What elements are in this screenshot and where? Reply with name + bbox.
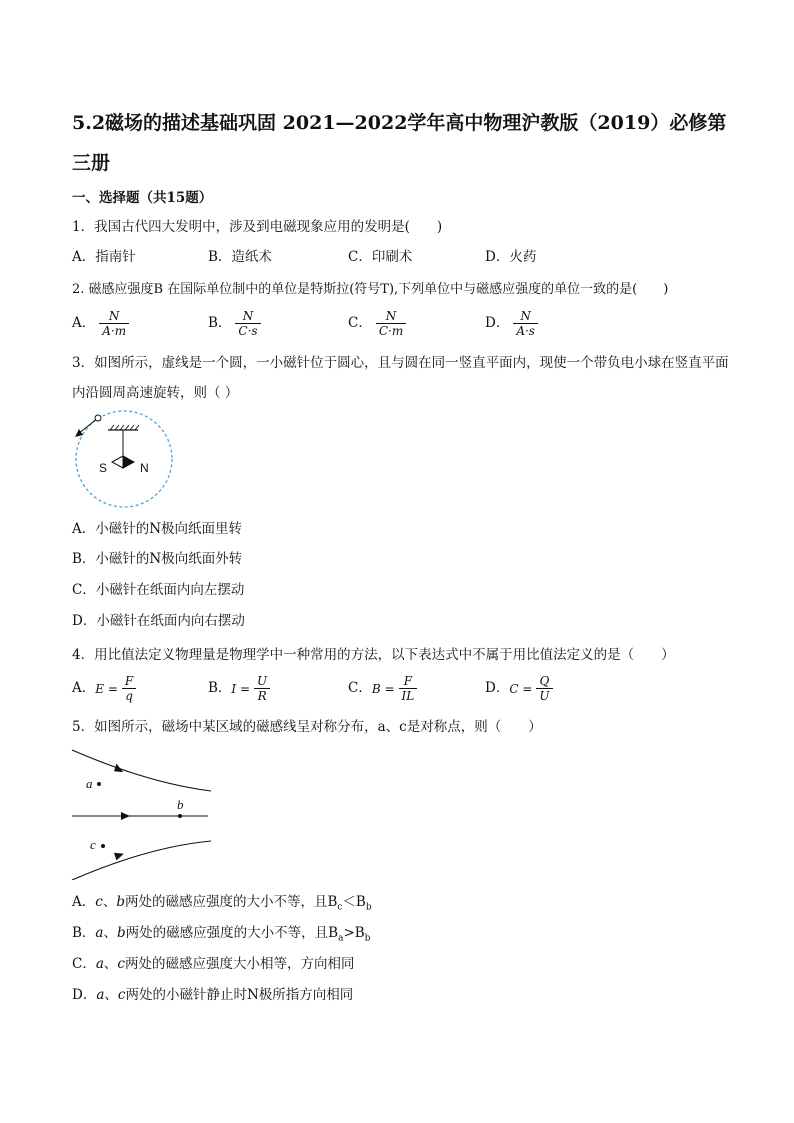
fraction: $\frac{N}{A\cdot m}$ bbox=[99, 309, 129, 338]
label-a: a bbox=[86, 776, 93, 791]
q1-option-d[interactable]: D．火药 bbox=[485, 249, 537, 265]
fraction: $\frac{N}{C\cdot s}$ bbox=[235, 309, 260, 338]
option-label: B． bbox=[208, 315, 232, 331]
q4-option-c[interactable] bbox=[348, 673, 417, 704]
equation-lhs: C = bbox=[509, 681, 533, 696]
q3-option-a[interactable]: A．小磁针的N极向纸面里转 bbox=[72, 521, 243, 537]
q5-option-a[interactable]: A．c、b两处的磁感应强度的大小不等，且$B_c<B_b$ bbox=[72, 894, 372, 913]
q4-option-a[interactable] bbox=[72, 673, 136, 704]
question-4-options bbox=[72, 673, 722, 709]
question-1-options bbox=[72, 242, 722, 272]
point-a bbox=[97, 782, 101, 786]
equation-lhs: B = bbox=[371, 681, 395, 696]
q3-option-d[interactable]: D．小磁针在纸面内向右摆动 bbox=[72, 613, 245, 629]
q1-option-b[interactable]: B．造纸术 bbox=[208, 249, 272, 265]
option-label: B． bbox=[208, 680, 232, 696]
q2-option-d[interactable] bbox=[485, 308, 538, 338]
question-3-stem: 3．如图所示，虚线是一个圆，一小磁针位于圆心，且与圆在同一竖直平面内，现使一个带负电小球在竖直平面内沿圆周高速旋转，则（ ） bbox=[72, 355, 729, 401]
question-2-stem: 2. 磁感应强度B 在国际单位制中的单位是特斯拉(符号T),下列单位中与磁感应强度的单位一致的是( ) bbox=[72, 282, 669, 297]
arrow-top bbox=[114, 764, 125, 774]
fraction: $\frac{F}{q}$ bbox=[122, 674, 136, 703]
q5-option-c[interactable]: C．a、c两处的磁感应强度大小相等，方向相同 bbox=[72, 956, 355, 972]
q3-option-c[interactable]: C．小磁针在纸面内向左摆动 bbox=[72, 582, 245, 598]
question-5-stem: 5．如图所示，磁场中某区域的磁感线呈对称分布，a、c是对称点，则（ ） bbox=[72, 719, 542, 735]
fraction: $\frac{F}{IL}$ bbox=[399, 674, 418, 703]
q2-option-c[interactable] bbox=[348, 308, 406, 338]
fraction: $\frac{Q}{U}$ bbox=[536, 674, 552, 703]
charged-ball bbox=[95, 415, 101, 421]
q3-option-b[interactable]: B．小磁针的N极向纸面外转 bbox=[72, 551, 243, 567]
question-1-stem: 1．我国古代四大发明中，涉及到电磁现象应用的发明是( ) bbox=[72, 219, 443, 235]
option-label: C． bbox=[348, 315, 372, 331]
option-label: D． bbox=[485, 680, 510, 696]
equation-lhs: E = bbox=[95, 681, 118, 696]
q2-option-b[interactable] bbox=[208, 308, 261, 338]
option-label: D． bbox=[485, 315, 510, 331]
section-heading: 一、选择题（共15题） bbox=[72, 190, 213, 206]
option-label: A． bbox=[72, 315, 96, 331]
option-label: C． bbox=[348, 680, 372, 696]
arrow-middle bbox=[121, 812, 130, 820]
point-c bbox=[101, 844, 105, 848]
label-b: b bbox=[177, 797, 184, 812]
needle-s-half bbox=[112, 456, 123, 468]
fraction: $\frac{N}{A\cdot s}$ bbox=[513, 309, 538, 338]
equation-lhs: I = bbox=[231, 681, 251, 696]
label-s: S bbox=[99, 461, 108, 475]
arrow-bottom bbox=[114, 850, 125, 860]
point-b bbox=[178, 814, 182, 818]
q2-option-a[interactable] bbox=[72, 308, 129, 338]
label-n: N bbox=[140, 461, 149, 475]
q4-option-d[interactable] bbox=[485, 673, 553, 704]
q1-option-c[interactable]: C．印刷术 bbox=[348, 249, 413, 265]
q1-option-a[interactable]: A．指南针 bbox=[72, 249, 136, 265]
field-line-top bbox=[72, 750, 211, 791]
arrow-head bbox=[75, 429, 83, 437]
ceiling-hatch bbox=[110, 425, 139, 430]
fraction: $\frac{N}{C\cdot m}$ bbox=[376, 309, 406, 338]
page-title: 5.2磁场的描述基础巩固 2021—2022学年高中物理沪教版（2019）必修第三册 bbox=[72, 112, 727, 174]
question-5-figure bbox=[68, 745, 218, 880]
q5-option-d[interactable]: D．a、c两处的小磁针静止时N极所指方向相同 bbox=[72, 987, 354, 1003]
q4-option-b[interactable] bbox=[208, 673, 270, 704]
question-3-figure bbox=[70, 410, 180, 512]
question-2-options bbox=[72, 308, 722, 344]
needle-n-half bbox=[123, 456, 134, 468]
q5-option-b[interactable]: B．a、b两处的磁感应强度的大小不等，且$B_a>B_b$ bbox=[72, 925, 371, 944]
label-c: c bbox=[90, 837, 96, 852]
fraction: $\frac{U}{R}$ bbox=[254, 674, 270, 703]
question-4-stem: 4．用比值法定义物理量是物理学中一种常用的方法，以下表达式中不属于用比值法定义的是（ ） bbox=[72, 647, 675, 663]
option-label: A． bbox=[72, 680, 96, 696]
